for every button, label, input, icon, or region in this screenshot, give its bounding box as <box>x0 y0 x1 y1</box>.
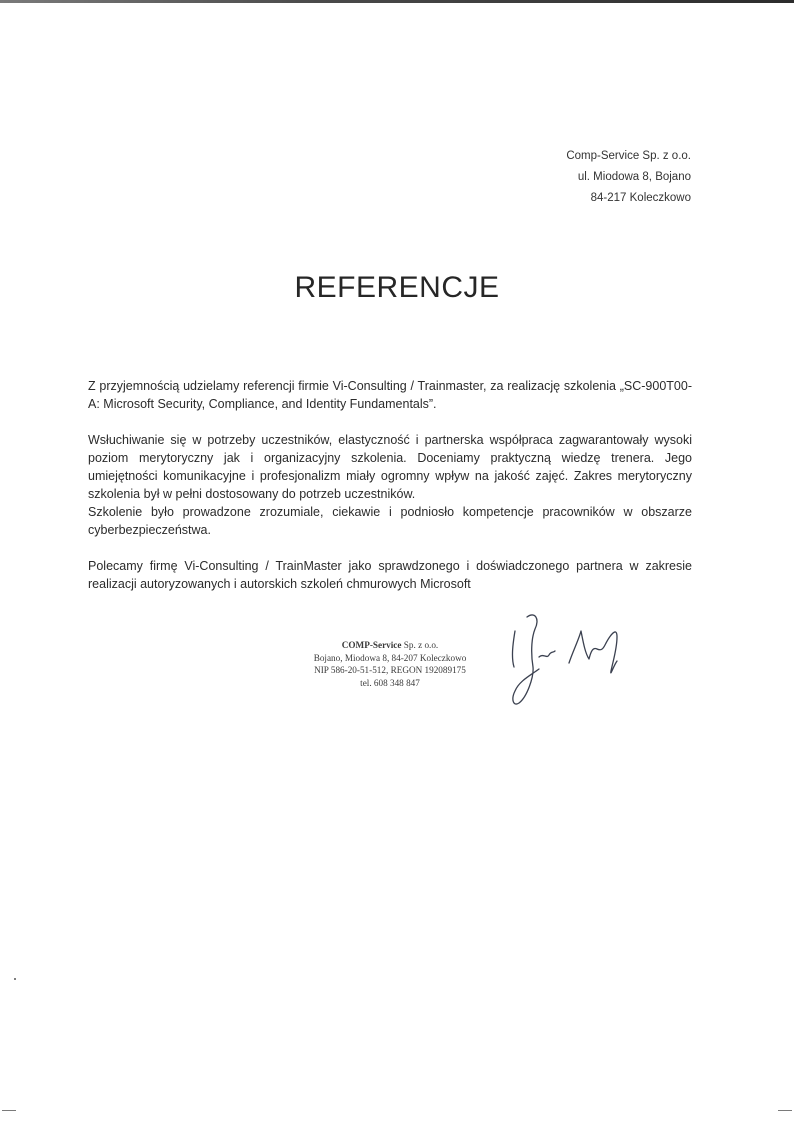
signature-stroke <box>512 631 515 667</box>
scan-mark <box>778 1110 792 1111</box>
letter-body <box>88 377 692 593</box>
sender-city: 84-217 Koleczkowo <box>590 192 691 204</box>
signature-stroke <box>569 631 617 673</box>
stamp-phone: tel. 608 348 847 <box>360 677 420 688</box>
sender-company: Comp-Service Sp. z o.o. <box>566 150 691 162</box>
scan-top-edge <box>0 0 794 3</box>
intro-paragraph: Z przyjemnością udzielamy referencji firmie Vi-Consulting / Trainmaster, za realizację szkolenia „SC-900T00-A: Microsoft Security, Compliance, and Identity Fundamentals”. <box>88 379 692 411</box>
paragraph-spacer <box>88 413 692 431</box>
handwritten-signature <box>505 605 635 710</box>
outcome-paragraph: Szkolenie było prowadzone zrozumiale, ciekawie i podniosło kompetencje pracowników w obszarze cyberbezpieczeństwa. <box>88 505 692 537</box>
feedback-paragraph: Wsłuchiwanie się w potrzeby uczestników, elastyczność i partnerska współpraca zagwarantowały wysoki poziom merytoryczny jak i organizacyjny szkolenia. Doceniamy praktyczną wiedzę trenera. Jego umiejętności komunikacyjne i profesjonalizm miały ogromny wpływ na jakość zajęć. Zakres merytoryczny szkolenia był w pełni dostosowany do potrzeb uczestników. <box>88 433 692 501</box>
company-stamp <box>300 639 480 689</box>
recommendation-paragraph: Polecamy firmę Vi-Consulting / TrainMaster jako sprawdzonego i doświadczonego partnera w zakresie realizacji autoryzowanych i autorskich szkoleń chmurowych Microsoft <box>88 559 692 591</box>
stamp-address: Bojano, Miodowa 8, 84-207 Koleczkowo <box>313 652 467 663</box>
stamp-company-name: COMP-Service <box>341 640 402 650</box>
document-title: REFERENCJE <box>294 271 500 304</box>
stamp-company-line <box>300 639 480 652</box>
scan-speck <box>14 978 16 980</box>
stamp-company-suffix: Sp. z o.o. <box>401 640 439 650</box>
sender-address-block <box>566 146 691 209</box>
stamp-registry: NIP 586-20-51-512, REGON 192089175 <box>314 665 466 675</box>
signature-stroke <box>539 651 555 657</box>
scan-mark <box>2 1110 16 1111</box>
signature-stroke <box>513 615 539 704</box>
paragraph-spacer <box>88 539 692 557</box>
sender-street: ul. Miodowa 8, Bojano <box>577 171 691 183</box>
